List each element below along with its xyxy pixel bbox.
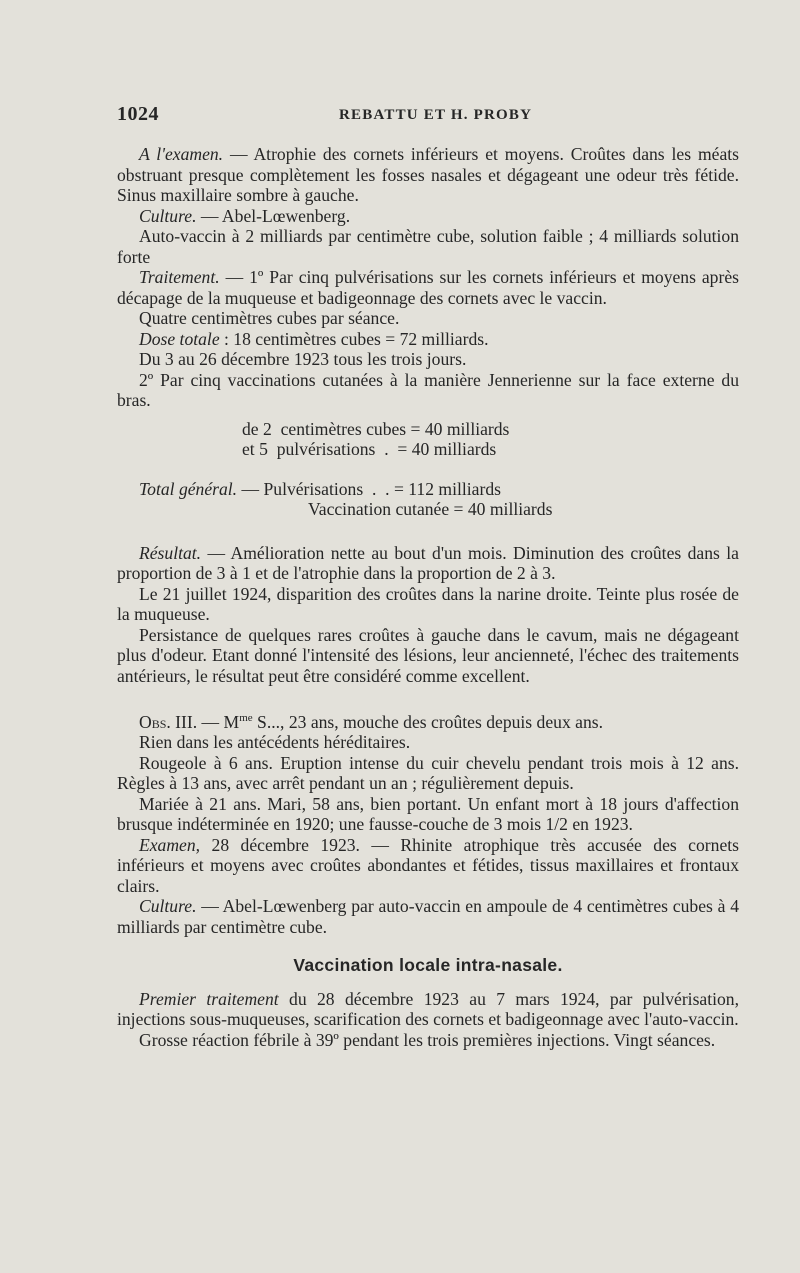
equation-line-1: de 2 centimètres cubes = 40 milliards <box>242 418 510 439</box>
culture-text: — Abel-Lœwenberg. <box>196 205 351 226</box>
examen2-text: 28 décembre 1923. — Rhinite atrophique très accusée des cornets inférieurs et moyens avec croûtes abondantes et fétides, tissus maxillaires et frontaux clairs. <box>117 834 739 896</box>
culture2-lead: Culture. <box>139 896 197 917</box>
paragraph-dose-totale <box>117 329 739 350</box>
page-header <box>117 103 737 133</box>
paragraph-culture <box>117 206 739 227</box>
paragraph-examen <box>117 144 739 206</box>
examen-text: — Atrophie des cornets inférieurs et moyens. Croûtes dans les méats obstruant presque complètement les fosses nasales et dégageant une odeur très fétide. Sinus maxillaire sombre à gauche. <box>117 144 739 205</box>
traitement-text: — 1º Par cinq pulvérisations sur les cornets inférieurs et moyens après décapage de la muqueuse et badigeonnage des cornets avec le vaccin. <box>117 267 739 308</box>
section-heading: Vaccination locale intra-nasale. <box>293 955 563 976</box>
observation-sup: me <box>239 712 253 724</box>
dose-lead: Dose totale <box>139 328 220 349</box>
examen2-lead: Examen, <box>139 834 201 855</box>
culture-lead: Culture. <box>139 205 197 226</box>
dose-text: : 18 centimètres cubes = 72 milliards. <box>219 328 489 349</box>
examen-lead: A l'examen. <box>139 144 224 164</box>
resultat-lead: Résultat. <box>139 542 202 563</box>
premier-text: du 28 décembre 1923 au 7 mars 1924, par pulvérisation, injections sous-muqueuses, scarification des cornets et badigeonnage avec l'auto-vaccin. <box>117 988 739 1030</box>
paragraph-dates: Du 3 au 26 décembre 1923 tous les trois jours. <box>139 349 467 369</box>
premier-lead: Premier traitement <box>139 988 279 1009</box>
culture2-text: — Abel-Lœwenberg par auto-vaccin en ampoule de 4 centimètres cubes à 4 milliards par centimètre cube. <box>117 896 739 937</box>
paragraph-autovaccin: Auto-vaccin à 2 milliards par centimètre cube, solution faible ; 4 milliards solution forte <box>117 226 739 267</box>
observation-text: S..., 23 ans, mouche des croûtes depuis deux ans. <box>252 711 604 732</box>
observation-lead: Obs. III. <box>139 711 198 732</box>
paragraph-rougeole: Rougeole à 6 ans. Eruption intense du cuir chevelu pendant trois mois à 12 ans. Règles à 13 ans, avec arrêt pendant un an ; régulièrement depuis. <box>117 752 739 794</box>
equation-total <box>117 479 739 500</box>
paragraph-persistance: Persistance de quelques rares croûtes à gauche dans le cavum, mais ne dégageant plus d'odeur. Etant donné l'intensité des lésions, leur ancienneté, l'échec des traitements antérieurs, le résultat peut être considéré comme excellent. <box>117 624 739 686</box>
paragraph-culture-ampoule <box>117 896 739 937</box>
paragraph-traitement <box>117 267 739 308</box>
total-lead: Total général. <box>139 478 238 499</box>
running-title: REBATTU ET H. PROBY <box>339 107 533 123</box>
total-text: — Pulvérisations . . = 112 milliards <box>237 478 501 499</box>
equation-vaccination: Vaccination cutanée = 40 milliards <box>308 499 553 519</box>
resultat-text: — Amélioration nette au bout d'un mois. Diminution des croûtes dans la proportion de 3 à 1 et de l'atrophie dans la proportion de 2 à 3. <box>117 542 739 583</box>
paragraph-reaction-febrile: Grosse réaction fébrile à 39º pendant les trois premières injections. Vingt séances. <box>139 1029 716 1050</box>
page-number: 1024 <box>117 103 159 125</box>
paragraph-seance: Quatre centimètres cubes par séance. <box>139 308 400 328</box>
traitement-lead: Traitement. <box>139 267 220 287</box>
paragraph-examen-rhinite <box>117 835 739 897</box>
paragraph-observation <box>117 708 739 732</box>
observation-mid: — M <box>197 711 240 732</box>
paragraph-premier-traitement <box>117 989 739 1030</box>
paragraph-juillet: Le 21 juillet 1924, disparition des croûtes dans la narine droite. Teinte plus rosée de la muqueuse. <box>117 583 739 624</box>
paragraph-resultat <box>117 543 739 584</box>
page-body <box>117 144 739 1050</box>
paragraph-antecedents: Rien dans les antécédents héréditaires. <box>139 732 411 753</box>
paragraph-vaccinations-cutanees: 2º Par cinq vaccinations cutanées à la manière Jennerienne sur la face externe du bras. <box>117 369 739 410</box>
paragraph-mariee: Mariée à 21 ans. Mari, 58 ans, bien portant. Un enfant mort à 18 jours d'affection brusque indéterminée en 1920; une fausse-couche de 3 mois 1/2 en 1923. <box>117 793 739 835</box>
equation-line-2: et 5 pulvérisations . = 40 milliards <box>242 439 497 459</box>
